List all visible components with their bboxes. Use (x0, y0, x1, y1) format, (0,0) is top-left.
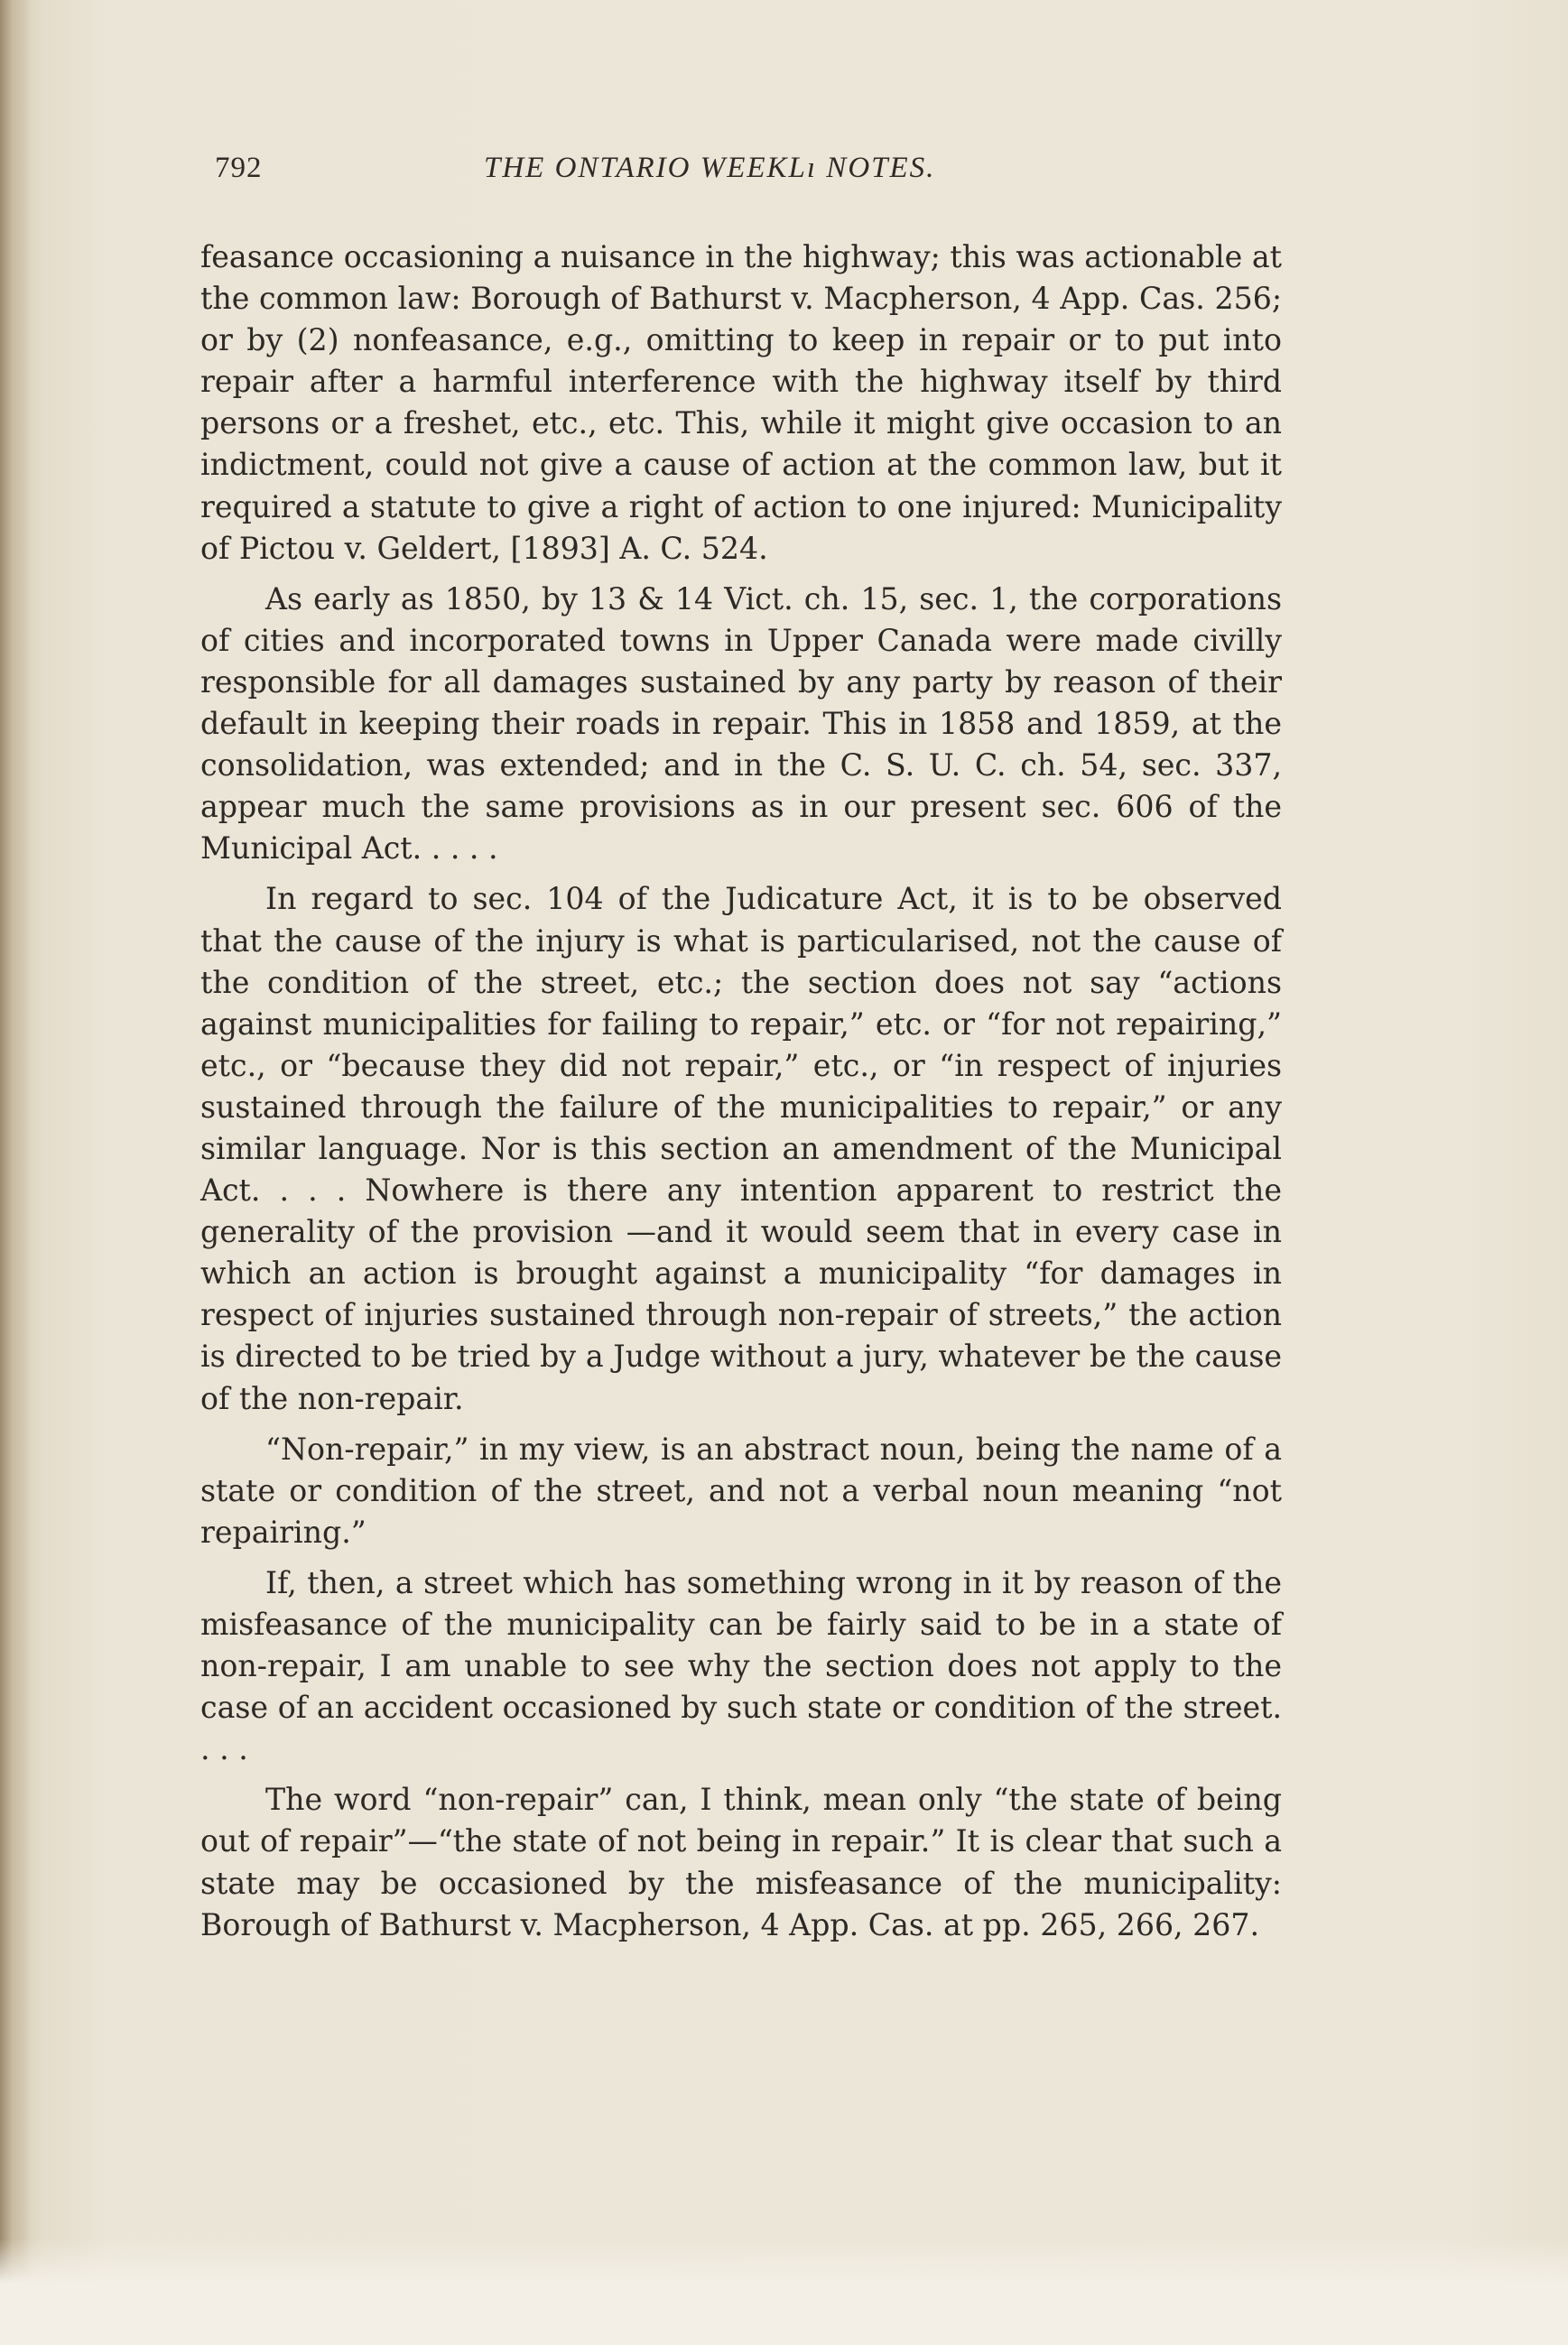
page-bottom-margin (0, 2238, 1568, 2345)
paragraph: feasance occasioning a nuisance in the highway; this was actionable at the common law: Borough of Bathurst v. Macpherson, 4 App. Cas. 256; or by (2) nonfeasance, e.g., omitting to keep in repair or to put into repair after a harmful interference with the highway itself by third persons or a freshet, etc., etc. This, while it might give occasion to an indictment, could not give a cause of action at the common law, but it required a statute to give a right of action to one injured: Municipality of Pictou v. Geldert, [1893] A. C. 524. (200, 239, 1282, 566)
body-text (200, 236, 1282, 1946)
journal-title: THE ONTARIO WEEKLı NOTES. (484, 152, 936, 184)
paragraph: As early as 1850, by 13 & 14 Vict. ch. 15, sec. 1, the corporations of cities and incorporated towns in Upper Canada were made civilly responsible for all damages sustained by any party by reason of their default in keeping their roads in repair. This in 1858 and 1859, at the consolidation, was extended; and in the C. S. U. C. ch. 54, sec. 337, appear much the same provisions as in our present sec. 606 of the Municipal Act. . . . . (200, 580, 1282, 867)
paragraph: “Non-repair,” in my view, is an abstract noun, being the name of a state or condition of the street, and not a verbal noun meaning “not repairing.” (200, 1431, 1282, 1550)
running-head (206, 152, 1289, 197)
paragraph: In regard to sec. 104 of the Judicature Act, it is to be observed that the cause of the injury is what is particularised, not the cause of the condition of the street, etc.; the section does not say “actions against municipalities for failing to repair,” etc. or “for not repairing,” etc., or “because they did not repair,” etc., or “in respect of injuries sustained through the failure of the municipalities to repair,” or any similar language. Nor is this section an amendment of the Municipal Act. . . . Nowhere is there any intention apparent to restrict the generality of the provision —and it would seem that in every case in which an action is brought against a municipality “for damages in respect of injuries sustained through non-repair of streets,” the action is directed to be tried by a Judge without a jury, whatever be the cause of the non-repair. (200, 881, 1282, 1416)
paragraph: If, then, a street which has something wrong in it by reason of the misfeasance of the municipality can be fairly said to be in a state of non-repair, I am unable to see why the section does not apply to the case of an accident occasioned by such state or condition of the street. . . . (200, 1564, 1282, 1767)
book-spine-shadow (0, 0, 31, 2345)
paragraph: The word “non-repair” can, I think, mean only “the state of being out of repair”—“the state of not being in repair.” It is clear that such a state may be occasioned by the misfeasance of the municipality: Borough of Bathurst v. Macpherson, 4 App. Cas. at pp. 265, 266, 267. (200, 1782, 1282, 1942)
page-number: 792 (215, 152, 263, 184)
